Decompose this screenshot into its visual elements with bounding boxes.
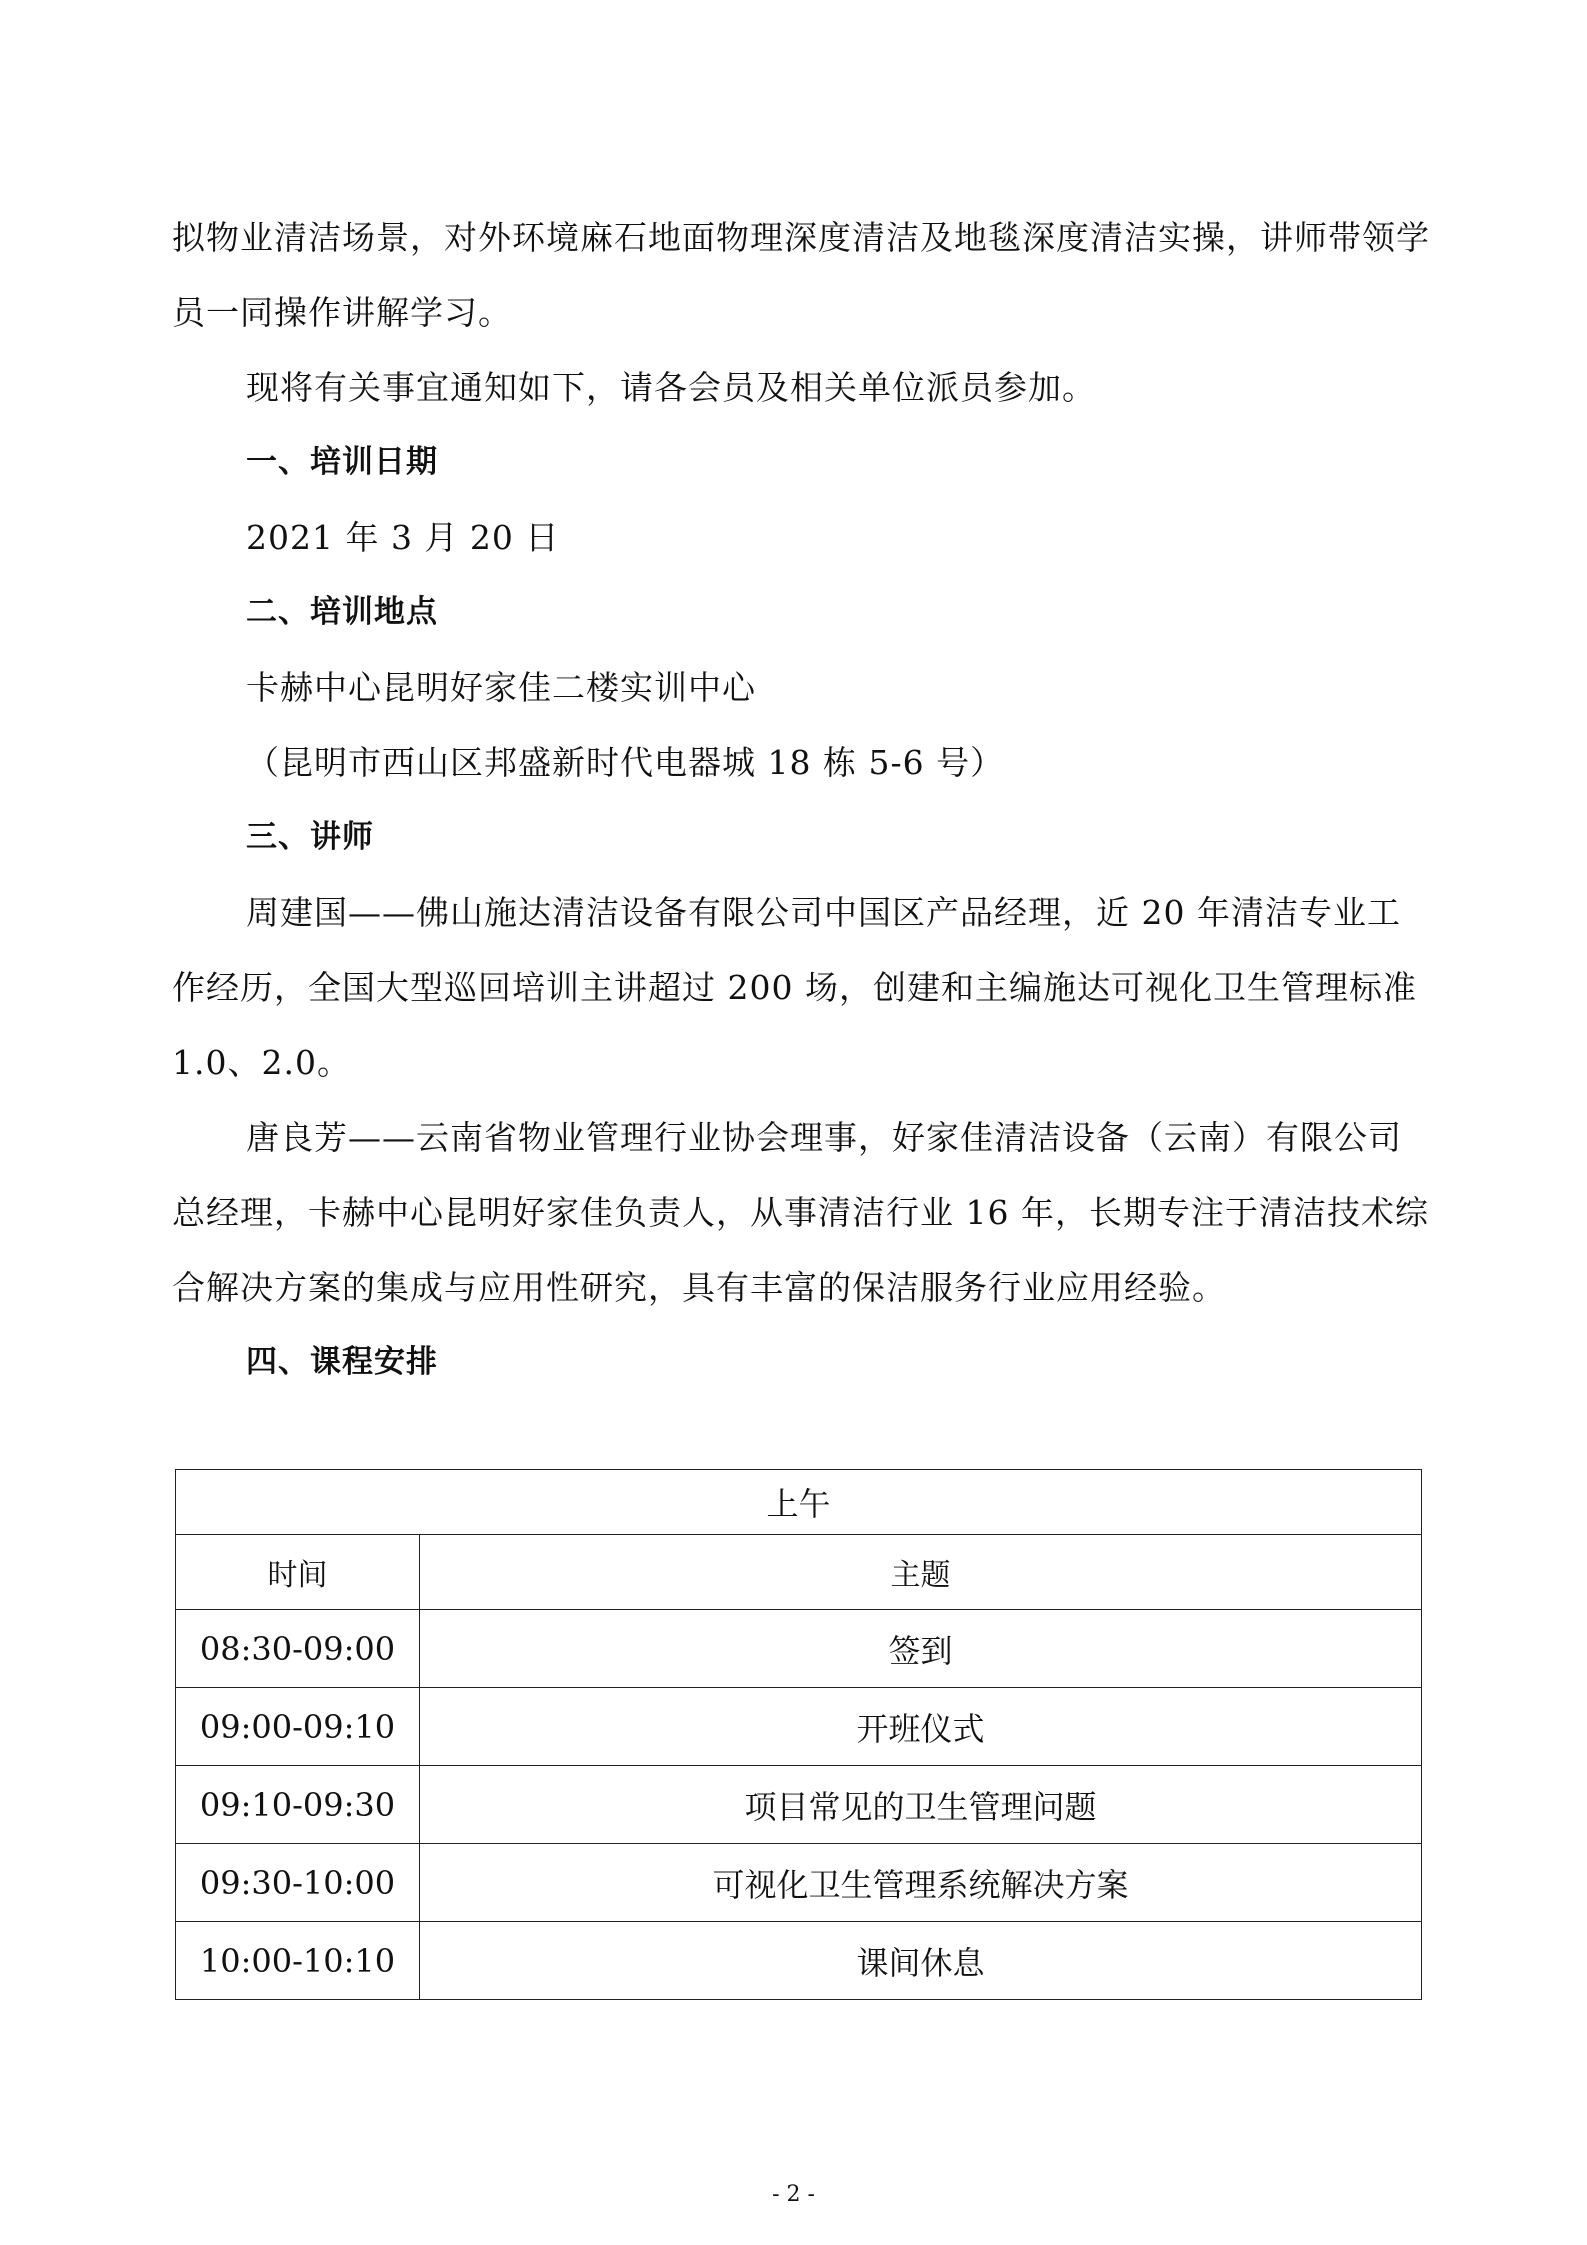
training-date: 2021 年 3 月 20 日 — [246, 518, 560, 557]
body-text — [172, 200, 1430, 1400]
heading-lecturers: 三、讲师 — [246, 819, 374, 855]
paragraph-continued: 拟物业清洁场景，对外环境麻石地面物理深度清洁及地毯深度清洁实操，讲师带领学员一同操作讲解学习。 — [172, 218, 1430, 332]
cell-time: 09:00-09:10 — [176, 1688, 420, 1766]
cell-time: 09:10-09:30 — [176, 1766, 420, 1844]
lecturer-paragraph: 周建国——佛山施达清洁设备有限公司中国区产品经理，近 20 年清洁专业工作经历，全国大型巡回培训主讲超过 200 场，创建和主编施达可视化卫生管理标准 1.0、2.0。 — [172, 893, 1417, 1082]
table-row — [176, 1610, 1422, 1688]
cell-topic: 可视化卫生管理系统解决方案 — [420, 1844, 1422, 1922]
table-caption-morning: 上午 — [176, 1470, 1422, 1535]
cell-topic: 项目常见的卫生管理问题 — [420, 1766, 1422, 1844]
table-row — [176, 1922, 1422, 2000]
page-number: - 2 - — [772, 2182, 815, 2207]
cell-topic: 课间休息 — [420, 1922, 1422, 2000]
cell-time: 09:30-10:00 — [176, 1844, 420, 1922]
lecturer-paragraph: 唐良芳——云南省物业管理行业协会理事，好家佳清洁设备（云南）有限公司总经理，卡赫中心昆明好家佳负责人，从事清洁行业 16 年，长期专注于清洁技术综合解决方案的集成与应用性研究，具有丰富的保洁服务行业应用经验。 — [172, 1118, 1429, 1307]
cell-time: 10:00-10:10 — [176, 1922, 420, 2000]
table-header-row — [176, 1535, 1422, 1610]
heading-training-venue: 二、培训地点 — [246, 594, 438, 630]
paragraph-notice: 现将有关事宜通知如下，请各会员及相关单位派员参加。 — [246, 368, 1096, 407]
table-row — [176, 1766, 1422, 1844]
training-venue: 卡赫中心昆明好家佳二楼实训中心 — [246, 668, 756, 707]
table-row — [176, 1844, 1422, 1922]
column-header-time: 时间 — [176, 1535, 420, 1610]
cell-topic: 签到 — [420, 1610, 1422, 1688]
training-address: （昆明市西山区邦盛新时代电器城 18 栋 5-6 号） — [246, 743, 1005, 782]
cell-topic: 开班仪式 — [420, 1688, 1422, 1766]
table-caption-row — [176, 1470, 1422, 1535]
column-header-topic: 主题 — [420, 1535, 1422, 1610]
schedule-table — [175, 1469, 1422, 2000]
heading-training-date: 一、培训日期 — [246, 444, 438, 480]
table-row — [176, 1688, 1422, 1766]
heading-schedule: 四、课程安排 — [246, 1344, 438, 1380]
cell-time: 08:30-09:00 — [176, 1610, 420, 1688]
